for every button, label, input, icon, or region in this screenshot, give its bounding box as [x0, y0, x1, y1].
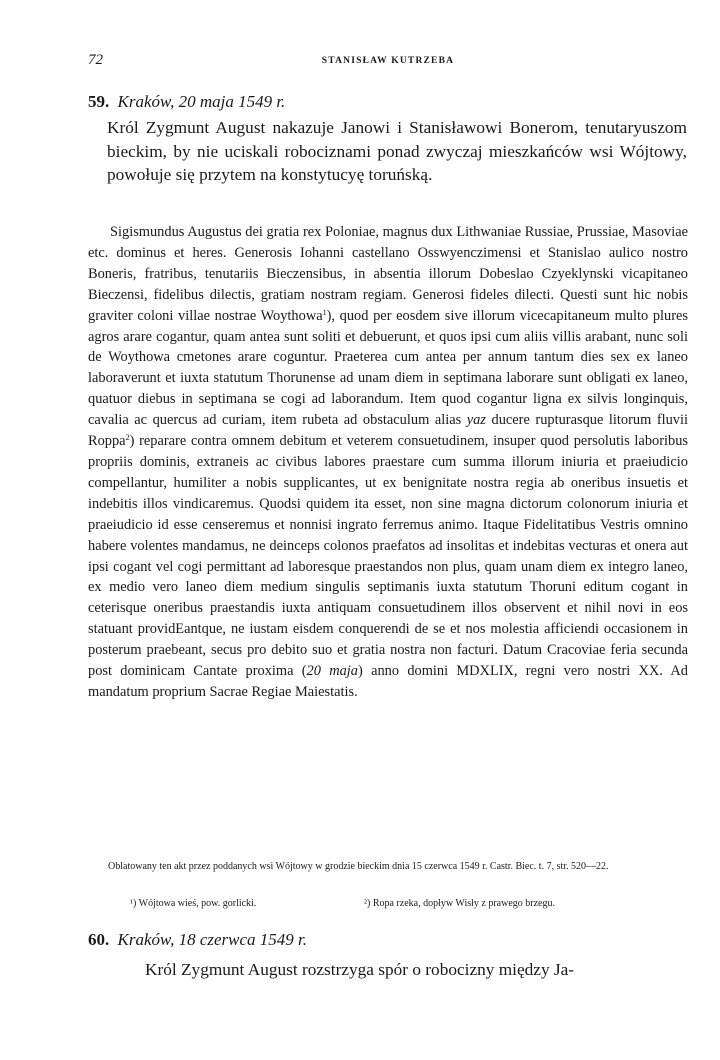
doc-59-body: Sigismundus Augustus dei gratia rex Poloniae, magnus dux Lithwaniae Russiae, Prussiae, Masoviae etc. dominus et heres. Generosis Iohanni castellano Osswyenczimensi et Stanislao aulico nostro Boneris, fratribus, tenutariis Bieczensibus, in absentia illorum Dobeslao Czyeklynski vicapitaneo Bieczensi, fidelibus dilectis, gratiam nostram regiam. Generosi fideles dilecti. Questi sunt hic nobis graviter coloni villae nostrae Woythowa$^1$), quod per eosdem sive illorum vicecapitaneum multo plures agros arare cogantur, quam antea sunt soliti et debuerunt, et quos ipsi cum aliis villis arabant, nunc soli de Woythowa cmetones arare coguntur. Praeterea cum antea per annum tantum dies sex ex laneo laboraverunt et iuxta statutum Thorunense ad unam diem in septimana laborare sunt obligati ex laneo, quatuor diebus in septimana se cogi ad laborandum. Item quod cogantur ligna ex silvis longinquis, cavalia ac quercus ad curiam, item rubeta ad obstaculum alias yaz ducere rupturasque litorum fluvii Roppa$^2$) reparare contra omnem debitum et veterem consuetudinem, insuper quod persolutis laboribus propriis dominis, extraneis ac civibus labores praestare cum summa illorum iniuria et praeiudicio compellantur, humiliter a nobis supplicantes, ut ex benignitate nostra regia ab oneribus insuetis et indebitis illos vindicaremus. Quodsi quidem ita esset, non sine magna dictorum colonorum iniuria et praeiudicio id esse censeremus et nonnisi ingrato ferremus animo. Itaque Fidelitatibus Vestris omnino habere volentes mandamus, ne deinceps colonos praefatos ad insolitas et indebitas vecturas et onera aut ipsi cogant vel cogi permittant ad laboresque praestandos non plus, quam unam diem ex integro laneo, ex medio vero laneo diem medium singulis septimanis iuxta statutum Thoruni editum cogant in ceterisque oneribus praestandis iuxta antiquam consuetudinem illos observent et nihil novi in eos statuant providEantque, ne iustam eisdem conquerendi de se et nos molestia afficiendi occasionem in posterum praebeant, secus pro debito suo et gratia nostra non facturi. Datum Cracoviae feria secunda post dominicam Cantate proxima (20 maja) anno domini MDXLIX, regni vero nostri XX. Ad mandatum proprium Sacrae Regiae Maiestatis.: [88, 224, 688, 700]
doc-60-summary: Król Zygmunt August rozstrzyga spór o robocizny między Ja-: [145, 960, 575, 979]
running-head: STANISŁAW KUTRZEBA: [321, 56, 455, 66]
page-number: 72: [88, 52, 103, 68]
body-part-5: ) anno domini MDXLIX, regni vero nostri XX. Ad mandatum proprium Sacrae Regiae Maiestatis.: [88, 663, 688, 700]
body-part-2: , quod per eosdem sive illorum vicecapitaneum multo plures agros arare cogantur, quam antea sunt soliti et debuerunt, et quos ipsi cum aliis villis arabant, nunc soli de Woythowa cmetones arare coguntur. Praeterea cum antea per annum tantum dies sex ex laneo laboraverunt et iuxta statutum Thorunense ad unam diem in septimana laborare sunt obligati ex laneo, quatuor diebus in septimana se cogi ad laborandum. Item quod cogantur ligna ex silvis longinquis, cavalia ac quercus ad curiam, item rubeta ad obstaculum alias: [88, 307, 688, 429]
doc-59-place-date: Kraków, 20 maja 1549 r.: [117, 92, 286, 111]
body-part-3: ducere rupturasque litorum fluvii Roppa: [88, 412, 688, 450]
doc-60-place-date: Kraków, 18 czerwca 1549 r.: [117, 930, 308, 949]
body-part-1: Sigismundus Augustus dei gratia rex Poloniae, magnus dux Lithwaniae Russiae, Prussiae, Masoviae etc. dominus et heres. Generosis Iohanni castellano Osswyenczimensi et Stanislao aulico nostro Boneris, fratribus, tenutariis Bieczensibus, in absentia illorum Dobeslao Czyeklynski vicapitaneo Bieczensi, fidelibus dilectis, gratiam nostram regiam. Generosi fideles dilecti. Questi sunt hic nobis graviter coloni villae nostrae Woythowa: [88, 224, 688, 324]
doc-60-number: 60.: [88, 930, 110, 949]
source-note: Oblatowany ten akt przez poddanych wsi Wójtowy w grodzie bieckim dnia 15 czerwca 1549 r. Castr. Biec. t. 7, str. 520—22.: [108, 861, 609, 872]
doc-59-heading: [88, 92, 285, 112]
page-header: [88, 52, 688, 74]
footnote-marker-1: 1: [322, 307, 327, 317]
footnote-2: ²) Ropa rzeka, dopływ Wisły z prawego brzegu.: [364, 898, 555, 909]
doc-59-number: 59.: [88, 92, 110, 111]
body-part-4: ) reparare contra omnem debitum et veterem consuetudinem, insuper quod persolutis laboribus propriis dominis, extraneis ac civibus labores praestare cum summa illorum iniuria et praeiudicio compellantur, humiliter a nobis supplicantes, ut ex benignitate nostra regia ab oneribus insuetis et indebitis illos vindicaremus. Quodsi quidem ita esset, non sine magna dictorum colonorum iniuria et praeiudicio id esse censeremus et nonnisi ingrato ferremus animo. Itaque Fidelitatibus Vestris omnino habere volentes mandamus, ne deinceps colonos praefatos ad insolitas et indebitas vecturas et onera aut ipsi cogant vel cogi permittant ad laboresque praestandos non plus, quam unam diem ex integro laneo, ex medio vero laneo diem medium singulis septimanis iuxta statutum Thoruni editum cogant in ceterisque oneribus praestandis iuxta antiquam consuetudinem illos observent et nihil novi in eos statuant providEantque, ne iustam eisdem conquerendi de se et nos molestia afficiendi occasionem in posterum praebeant, secus pro debito suo et gratia nostra non facturi. Datum Cracoviae feria secunda post dominicam Cantate proxima (: [88, 433, 688, 680]
doc-60-heading: [88, 930, 307, 950]
footnote-1: ¹) Wójtowa wieś, pow. gorlicki.: [130, 898, 257, 909]
body-italic-date: 20 maja: [306, 663, 358, 680]
footnote-marker-2: 2: [125, 433, 130, 443]
body-italic-term: yaz: [466, 412, 486, 429]
doc-59-summary: Król Zygmunt August nakazuje Janowi i Stanisławowi Bonerom, tenutaryuszom bieckim, by nie uciskali robociznami ponad zwyczaj mieszkańców wsi Wójtowy, powołuje się przytem na konstytucyę toruńską.: [107, 118, 687, 185]
